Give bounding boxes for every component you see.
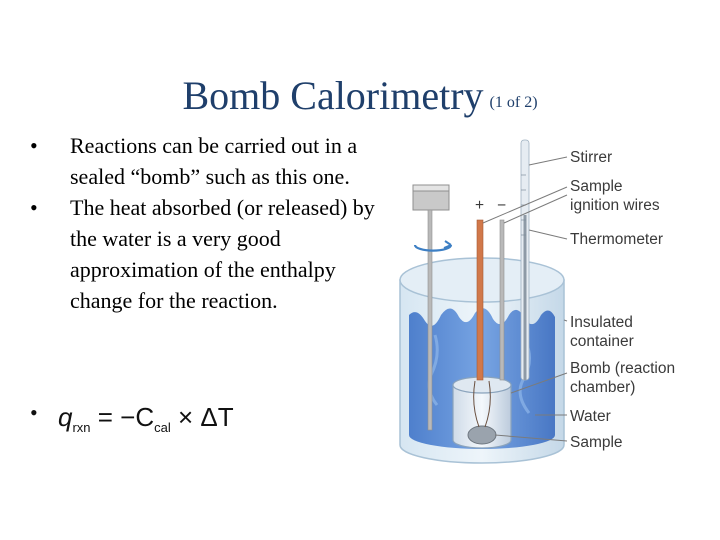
label-sample-ignition-1: Sample — [570, 178, 623, 195]
bullet-text: The heat absorbed (or released) by the water is a very good approximation of the enthalpy change for the reaction. — [70, 195, 375, 313]
bomb-calorimeter-diagram — [395, 135, 695, 465]
slide-title-text: Bomb Calorimetry — [182, 73, 484, 118]
bullet-item — [30, 192, 380, 316]
formula-q-subscript: rxn — [72, 420, 91, 436]
slide-title-suffix: (1 of 2) — [489, 94, 538, 111]
formula-q: q — [58, 402, 73, 432]
bullet-dot: • — [30, 400, 38, 425]
label-thermometer: Thermometer — [570, 231, 664, 248]
slide-title — [0, 72, 720, 119]
label-stirrer: Stirrer — [570, 149, 613, 166]
label-sample-ignition-2: ignition wires — [570, 197, 660, 214]
formula-equation — [58, 402, 234, 435]
bullet-item — [30, 130, 380, 192]
formula-equals-minus: = − — [97, 402, 136, 432]
formula-c-subscript: cal — [154, 420, 171, 436]
bullet-dot: • — [30, 195, 38, 220]
formula-times-delta-t: × ΔT — [178, 402, 234, 432]
bullet-list — [30, 130, 380, 316]
calorimetry-formula — [30, 400, 290, 450]
bullet-text: Reactions can be carried out in a sealed “bomb” such as this one. — [70, 133, 358, 189]
label-water: Water — [570, 408, 611, 425]
label-bomb-1: Bomb (reaction — [570, 360, 676, 377]
plus-sign: + — [475, 197, 485, 214]
minus-sign: − — [497, 197, 507, 214]
label-sample: Sample — [570, 434, 623, 451]
thermometer — [521, 140, 529, 380]
label-insulated-2: container — [570, 333, 634, 350]
label-bomb-2: chamber) — [570, 379, 636, 396]
formula-c: C — [135, 402, 155, 432]
label-insulated-1: Insulated — [570, 314, 633, 331]
bullet-dot: • — [30, 133, 38, 158]
bomb-chamber — [453, 377, 511, 448]
